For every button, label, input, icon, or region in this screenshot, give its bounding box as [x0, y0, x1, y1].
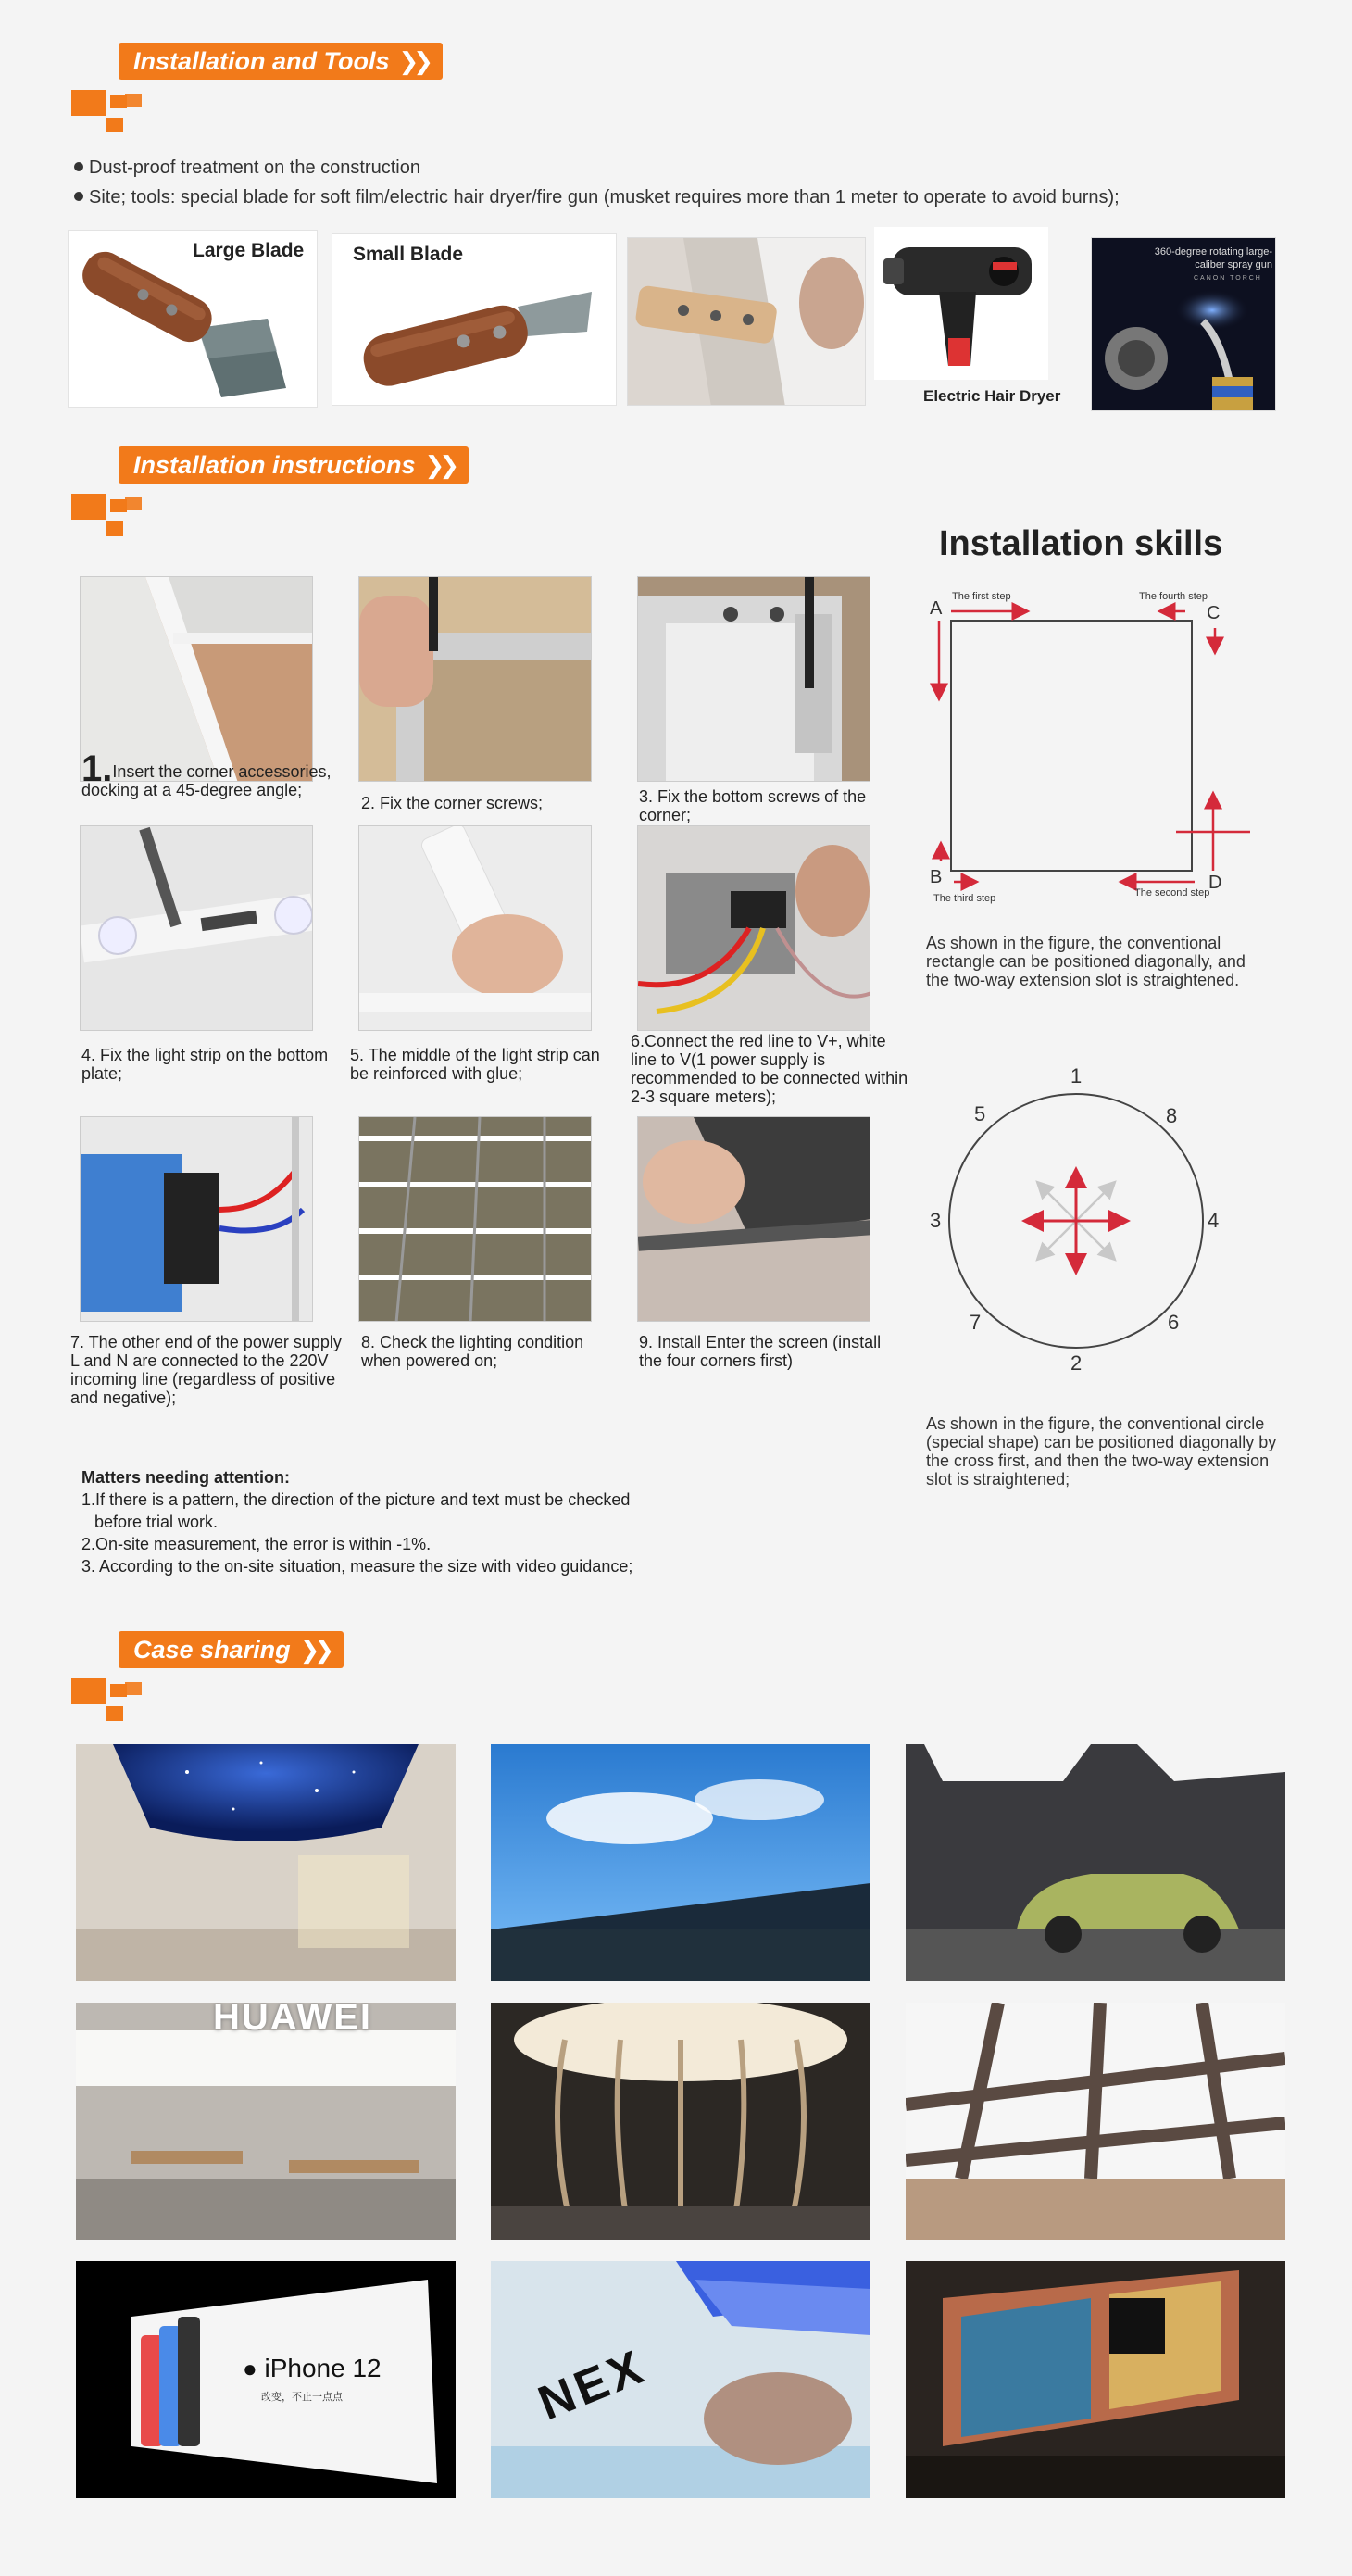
step-2-caption: 2. Fix the corner screws;	[361, 794, 544, 812]
orange-squares-icon	[71, 1678, 147, 1732]
banner-title: Case sharing	[133, 1636, 291, 1664]
step-7-photo	[80, 1116, 313, 1322]
circle-note: As shown in the figure, the conventional circle (special shape) can be positioned diagonally by the cross first, and then the two-way extension slot is straightened;	[926, 1414, 1277, 1489]
step-4-photo	[80, 825, 313, 1031]
large-blade-photo	[68, 230, 318, 408]
step-1-number: 1.	[81, 748, 113, 789]
bullet-dot-icon	[74, 162, 83, 171]
spray-gun-photo	[1091, 237, 1276, 411]
circle-num-1: 1	[1070, 1064, 1083, 1087]
step-8-caption: 8. Check the lighting condition when powered on;	[361, 1333, 584, 1370]
attention-item: before trial work.	[94, 1513, 219, 1531]
circle-num-3: 3	[930, 1209, 942, 1232]
step-label-first: The first step	[952, 591, 1011, 602]
circle-num-6: 6	[1168, 1311, 1180, 1334]
orange-squares-icon	[71, 90, 147, 144]
orange-squares-icon	[71, 494, 147, 547]
rectangle-diagram	[917, 584, 1269, 908]
hair-dryer-photo	[874, 227, 1048, 380]
apple-icon: ●	[243, 2355, 257, 2382]
bullet-dot-icon	[74, 192, 83, 201]
case-photo-nex-install	[491, 2261, 870, 2498]
attention-item: 3. According to the on-site situation, measure the size with video guidance;	[81, 1557, 633, 1576]
iphone-logo-text: ● iPhone 12	[243, 2354, 382, 2382]
case-photo-arch-pavilion	[491, 2003, 870, 2240]
case-photo-grid-ceiling	[906, 2003, 1285, 2240]
double-chevron-icon: ❯❯	[424, 451, 455, 479]
huawei-logo-text: HUAWEI	[213, 2003, 372, 2038]
bullet-item: Dust-proof treatment on the construction	[74, 157, 420, 179]
section-banner-tools	[119, 43, 443, 80]
attention-item: 2.On-site measurement, the error is within -1%.	[81, 1535, 432, 1553]
step-3-caption: 3. Fix the bottom screws of the corner;	[639, 787, 867, 824]
spray-gun-caption: 360-degree rotating large-caliber spray gun	[1154, 246, 1272, 270]
corner-label-c: C	[1207, 603, 1221, 623]
step-1-caption: 1.Insert the corner accessories, docking at a 45-degree angle;	[81, 748, 332, 799]
small-blade-photo	[332, 233, 617, 406]
banner-title: Installation and Tools	[133, 47, 390, 75]
step-label-fourth: The fourth step	[1139, 591, 1208, 602]
step-5-photo	[358, 825, 592, 1031]
step-7-caption: 7. The other end of the power supply L and N are connected to the 220V incoming line (regardless of positive and negative);	[70, 1333, 342, 1407]
step-label-third: The third step	[933, 893, 996, 904]
nex-logo-text: NEX	[531, 2339, 654, 2431]
case-photo-mural-facade	[906, 2261, 1285, 2498]
step-9-photo	[637, 1116, 870, 1322]
step-8-photo	[358, 1116, 592, 1322]
section-banner-cases	[119, 1631, 344, 1668]
skills-title: Installation skills	[939, 524, 1223, 563]
corner-label-a: A	[930, 598, 943, 619]
circle-num-4: 4	[1208, 1209, 1220, 1232]
case-photo-sky-ceiling	[491, 1744, 870, 1981]
case-photo-starry-ceiling	[76, 1744, 456, 1981]
attention-title: Matters needing attention:	[81, 1468, 291, 1487]
tool-label: Electric Hair Dryer	[923, 387, 1061, 405]
tool-label: Small Blade	[353, 244, 464, 265]
banner-title: Installation instructions	[133, 451, 416, 479]
step-3-photo	[637, 576, 870, 782]
step-9-caption: 9. Install Enter the screen (install the four corners first)	[639, 1333, 882, 1370]
case-photo-huawei-store	[76, 2003, 456, 2240]
attention-item: 1.If there is a pattern, the direction of the picture and text must be checked	[81, 1490, 631, 1509]
circle-num-5: 5	[974, 1102, 986, 1125]
rectangle-note: As shown in the figure, the conventional rectangle can be positioned diagonally, and the two-way extension slot is straightened.	[926, 934, 1246, 989]
case-photo-iphone-lightbox	[76, 2261, 456, 2498]
circle-num-8: 8	[1166, 1104, 1178, 1127]
double-chevron-icon: ❯❯	[299, 1636, 330, 1664]
step-label-second: The second step	[1134, 887, 1210, 898]
bullet-item: Site; tools: special blade for soft film/electric hair dryer/fire gun (musket requires more than 1 meter to operate to avoid burns);	[74, 187, 1120, 208]
corner-label-d: D	[1208, 873, 1222, 893]
spray-gun-brand: CANON TORCH	[1194, 275, 1262, 282]
case-photo-car-showroom	[906, 1744, 1285, 1981]
attention-block	[81, 1466, 632, 1577]
step-6-photo	[637, 825, 870, 1031]
section-banner-instructions	[119, 446, 469, 484]
circle-num-7: 7	[970, 1311, 982, 1334]
step-5-caption: 5. The middle of the light strip can be reinforced with glue;	[350, 1046, 600, 1083]
step-4-caption: 4. Fix the light strip on the bottom plate;	[81, 1046, 329, 1083]
tool-label: Large Blade	[193, 240, 305, 261]
circle-num-2: 2	[1070, 1351, 1083, 1375]
step-2-photo	[358, 576, 592, 782]
corner-label-b: B	[930, 867, 943, 887]
step-1-photo	[80, 576, 313, 782]
step-6-caption: 6.Connect the red line to V+, white line to V(1 power supply is recommended to be connected within 2-3 square meters);	[631, 1032, 908, 1106]
double-chevron-icon: ❯❯	[398, 47, 429, 75]
iphone-tagline: 改变，不止一点点	[261, 2392, 343, 2403]
blade-in-hand-photo	[627, 237, 866, 406]
hair-dryer-icon	[874, 227, 1048, 380]
